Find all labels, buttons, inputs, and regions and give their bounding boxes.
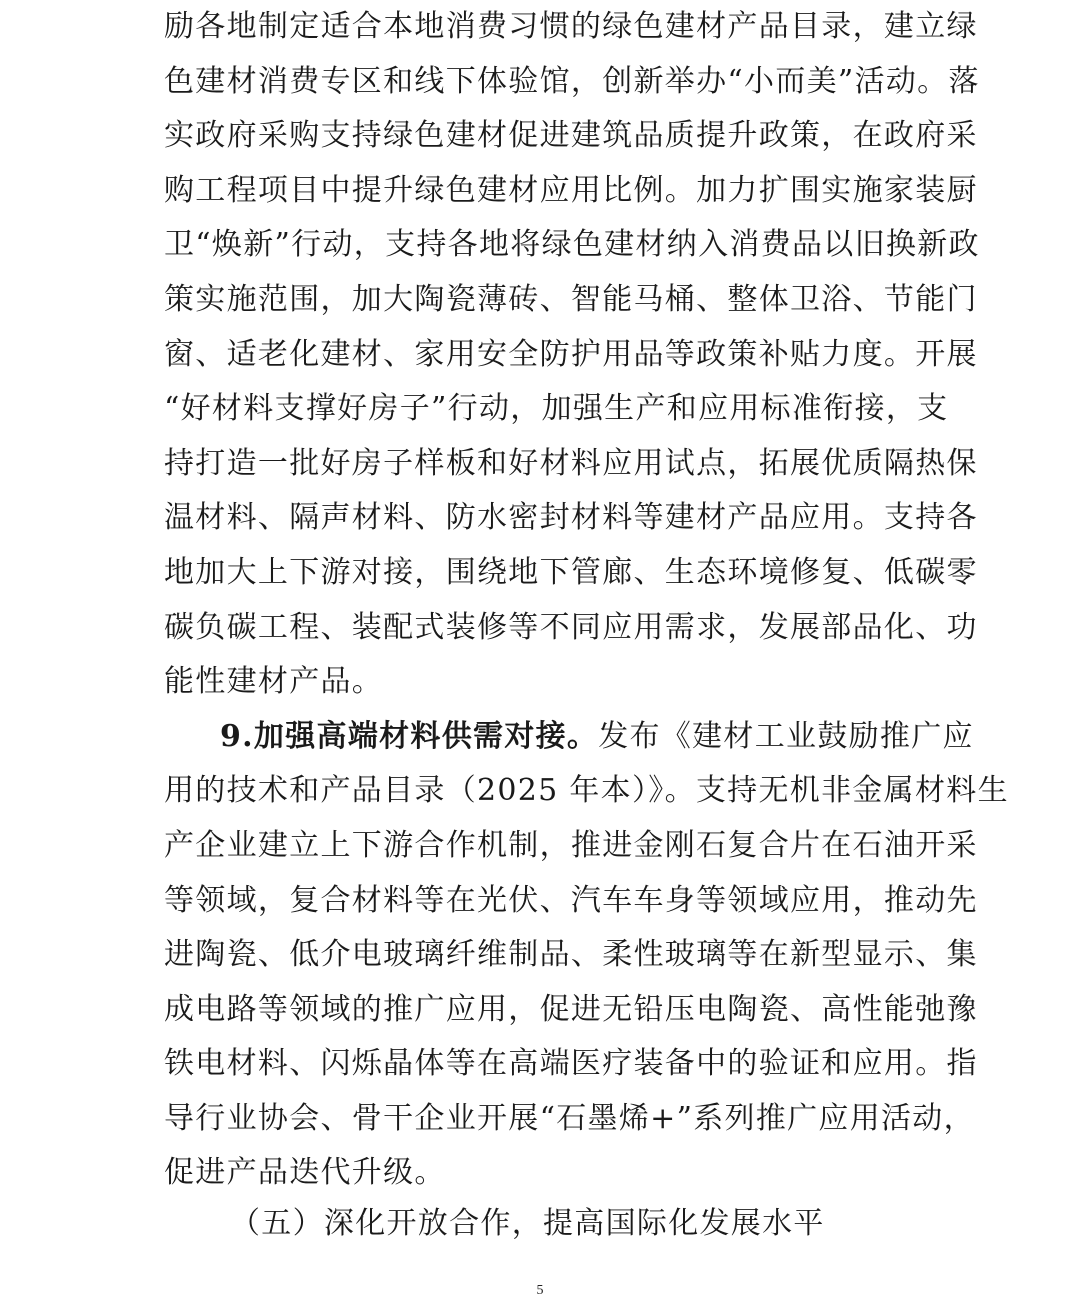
text-line: 购工程项目中提升绿色建材应用比例。加力扩围实施家装厨 <box>164 172 978 208</box>
item-9-first-line <box>164 710 974 765</box>
text-line: 等领域，复合材料等在光伏、汽车车身等领域应用，推动先 <box>164 882 978 918</box>
item-9-first-line-text: 发布《建材工业鼓励推广应 <box>598 718 974 754</box>
section-heading: （五）深化开放合作，提高国际化发展水平 <box>230 1206 825 1241</box>
paragraph-item-9 <box>164 710 1009 1201</box>
page-number: 5 <box>536 1283 544 1298</box>
text-line: 碳负碳工程、装配式装修等不同应用需求，发展部品化、功 <box>164 609 978 645</box>
paragraph-continued <box>164 0 980 710</box>
text-line: 用的技术和产品目录（2025 年本）》。支持无机非金属材料生 <box>164 773 1009 809</box>
text-line: 能性建材产品。 <box>164 664 384 700</box>
text-line: 策实施范围，加大陶瓷薄砖、智能马桶、整体卫浴、节能门 <box>164 281 978 317</box>
text-line: 导行业协会、骨干企业开展“石墨烯+”系列推广应用活动， <box>164 1100 975 1136</box>
body-text-column <box>164 0 1009 1201</box>
text-line: 窗、适老化建材、家用安全防护用品等政策补贴力度。开展 <box>164 336 978 372</box>
text-line: 进陶瓷、低介电玻璃纤维制品、柔性玻璃等在新型显示、集 <box>164 937 978 973</box>
text-line: 铁电材料、闪烁晶体等在高端医疗装备中的验证和应用。指 <box>164 1046 978 1082</box>
text-line: 实政府采购支持绿色建材促进建筑品质提升政策，在政府采 <box>164 118 978 154</box>
item-9-title: 9.加强高端材料供需对接。 <box>220 718 599 754</box>
text-line: “好材料支撑好房子”行动，加强生产和应用标准衔接，支 <box>164 391 949 427</box>
text-line: 励各地制定适合本地消费习惯的绿色建材产品目录，建立绿 <box>164 9 978 44</box>
text-line: 产企业建立上下游合作机制，推进金刚石复合片在石油开采 <box>164 827 978 863</box>
text-line: 温材料、隔声材料、防水密封材料等建材产品应用。支持各 <box>164 500 978 536</box>
text-line: 成电路等领域的推广应用，促进无铅压电陶瓷、高性能弛豫 <box>164 991 978 1027</box>
text-line: 色建材消费专区和线下体验馆，创新举办“小而美”活动。落 <box>164 63 980 99</box>
text-line: 卫“焕新”行动，支持各地将绿色建材纳入消费品以旧换新政 <box>164 227 980 263</box>
text-line: 促进产品迭代升级。 <box>164 1155 446 1191</box>
text-line: 持打造一批好房子样板和好材料应用试点，拓展优质隔热保 <box>164 445 978 481</box>
text-line: 地加大上下游对接，围绕地下管廊、生态环境修复、低碳零 <box>164 554 978 590</box>
